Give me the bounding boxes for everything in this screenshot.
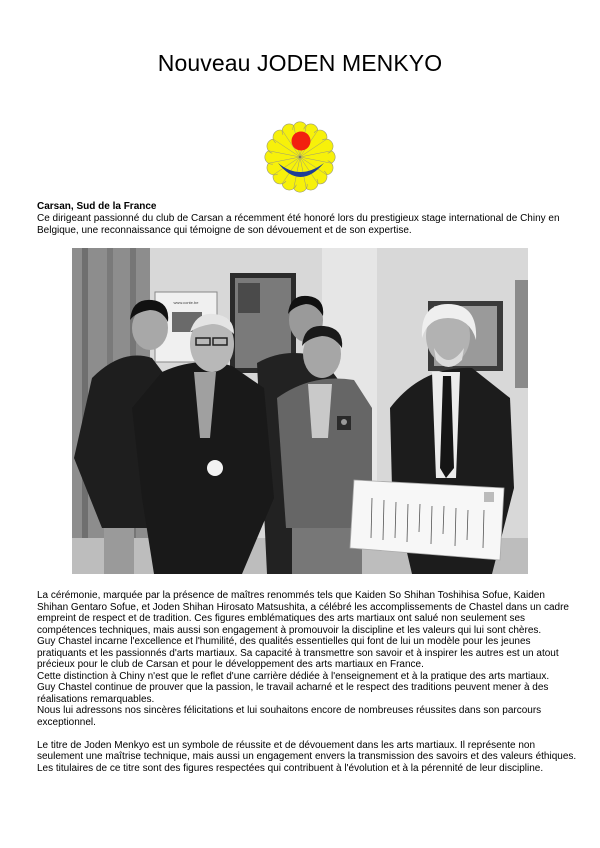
closing-paragraph: Le titre de Joden Menkyo est un symbole de réussite et de dévouement dans les arts martiaux. Il représente non seulement une maîtrise technique, mais aussi un engagement envers la transmission des savoirs et des valeurs éthiques. Les titulaires de ce titre sont des figures respectées qui contribuent à l'évolution et à la pérennité de leur discipline. bbox=[37, 739, 577, 774]
body-paragraph: La cérémonie, marquée par la présence de maîtres renommés tels que Kaiden So Shihan Toshihisa Sofue, Kaiden Shihan Gentaro Sofue, et Joden Shihan Hirosato Matsushita, a célébré les accomplissements de Chastel dans un cadre empreint de respect et de tradition. Ces figures emblématiques des arts martiaux ont salué non seulement ses compétences techniques, mais aussi son engagement à promouvoir la discipline et les valeurs qui lui sont chères. bbox=[37, 590, 569, 636]
ceremony-photo-svg bbox=[72, 248, 528, 574]
photo-person-1-hakama bbox=[104, 528, 134, 574]
chrysanthemum-emblem-icon bbox=[263, 120, 337, 194]
body-paragraph: Nous lui adressons nos sincères félicitations et lui souhaitons encore de nombreuses réussites dans son parcours exceptionnel. bbox=[37, 705, 542, 728]
paragraph-spacer bbox=[37, 728, 577, 740]
body-paragraph: Guy Chastel continue de prouver que la passion, le travail acharné et le respect des traditions peuvent mener à des réalisations remarquables. bbox=[37, 682, 549, 705]
logo-svg bbox=[263, 120, 337, 194]
intro-section bbox=[37, 201, 577, 238]
ceremony-photo bbox=[72, 248, 528, 574]
photo-person-4-badge-emblem bbox=[341, 419, 347, 425]
photo-person-4-shirt bbox=[308, 384, 332, 438]
photo-poster-center-graphic bbox=[238, 283, 260, 313]
photo-poster-left-url: www.conte.be bbox=[173, 300, 199, 305]
photo-frame-edge bbox=[515, 280, 528, 388]
body-paragraph: Guy Chastel incarne l'excellence et l'humilité, des qualités essentielles qui font de lui un modèle pour les jeunes pratiquants et les passionnés d'arts martiaux. Sa capacité à transmettre son savoir et à inspirer les autres est un atout précieux pour le club de Carsan et pour le développement des arts martiaux en France. bbox=[37, 636, 559, 670]
article-body bbox=[37, 590, 577, 774]
intro-text: Ce dirigeant passionné du club de Carsan a récemment été honoré lors du prestigieux stage international de Chiny en Belgique, une reconnaissance qui témoigne de son dévouement et de son expertise. bbox=[37, 213, 560, 237]
logo-center-dot bbox=[299, 156, 301, 158]
photo-person-2-himo-tassel bbox=[207, 460, 223, 476]
photo-menkyo-diploma bbox=[350, 480, 504, 560]
logo-red-sun bbox=[292, 132, 311, 151]
body-paragraph: Cette distinction à Chiny n'est que le reflet d'une carrière dédiée à l'enseignement et à la pratique des arts martiaux. bbox=[37, 670, 550, 682]
photo-diploma-seal bbox=[484, 492, 494, 502]
page-title: Nouveau JODEN MENKYO bbox=[157, 50, 443, 76]
location-subtitle: Carsan, Sud de la France bbox=[37, 201, 157, 212]
